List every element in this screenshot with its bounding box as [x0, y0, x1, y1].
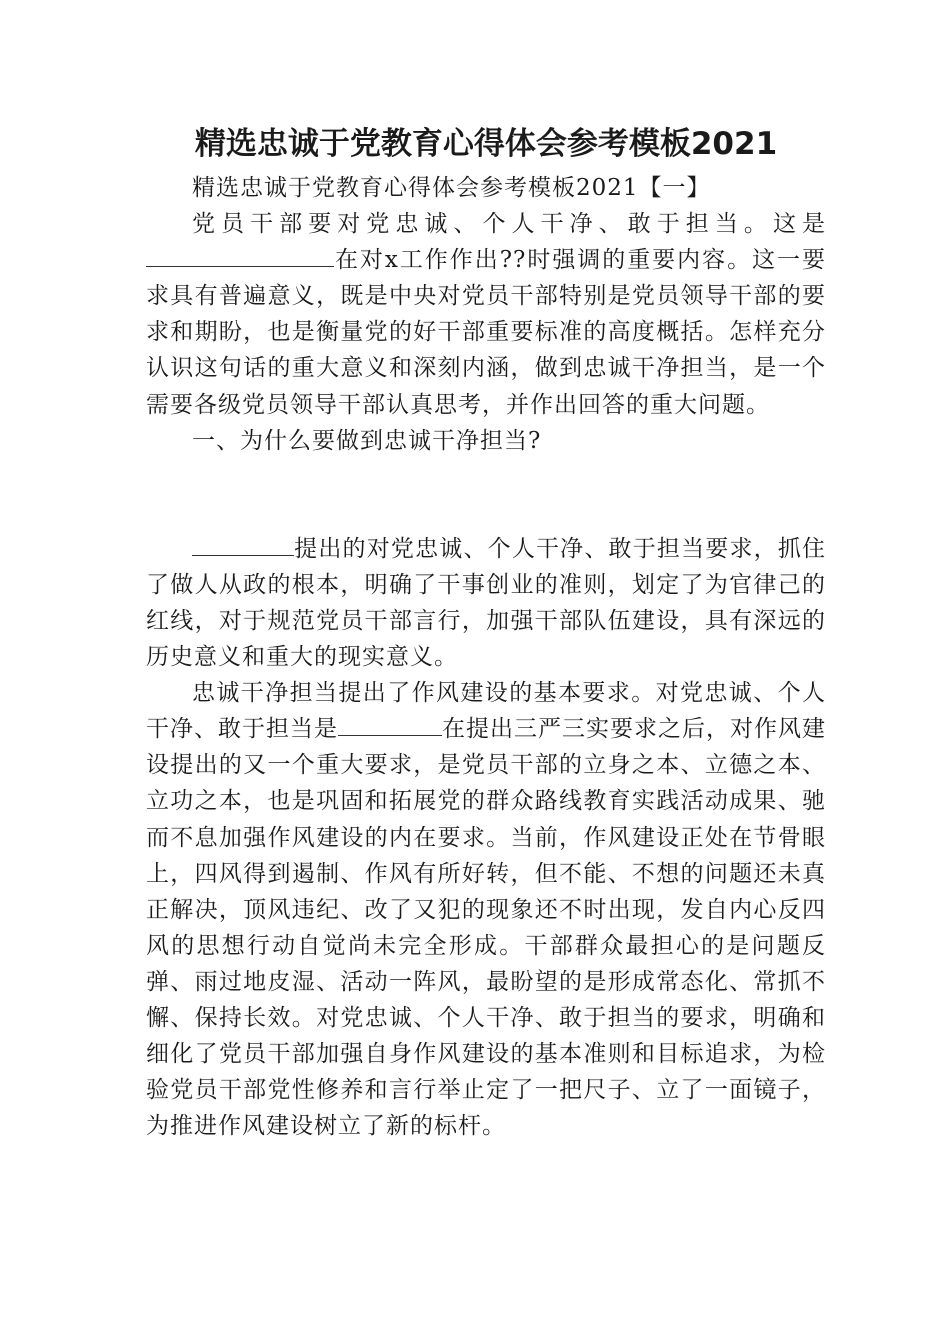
document-page [146, 118, 826, 1144]
document-body [146, 170, 826, 1144]
document-title: 精选忠诚于党教育心得体会参考模板2021 [194, 126, 778, 162]
paragraph-1-text-a: 党员干部要对党忠诚、个人干净、敢于担当。这是 [192, 211, 826, 238]
paragraph-2 [146, 531, 826, 675]
paragraph-1-text-b: 在对x工作作出??时强调的重要内容。这一要求具有普遍意义，既是中央对党员干部特别是党员领导干部的要求和期盼，也是衡量党的好干部重要标准的高度概括。怎样充分认识这句话的重大意义和深刻内涵，做到忠诚干净担当，是一个需要各级党员领导干部认真思考，并作出回答的重大问题。 [146, 247, 826, 418]
paragraph-3-text-a: 忠诚干净担当提出了作风建设的基本要求。对党忠诚、个人干净、敢于担当是 [146, 680, 826, 743]
paragraph-2-text: 提出的对党忠诚、个人干净、敢于担当要求，抓住了做人从政的根本，明确了干事创业的准则，划定了为官律己的红线，对于规范党员干部言行，加强干部队伍建设，具有深远的历史意义和重大的现实意义。 [146, 535, 826, 671]
fill-blank [146, 246, 334, 267]
paragraph-3 [146, 675, 826, 1144]
section-heading: 一、为什么要做到忠诚干净担当? [192, 427, 542, 454]
fill-blank [338, 715, 442, 736]
paragraph-1 [146, 206, 826, 423]
paragraph-3-text-b: 在提出三严三实要求之后，对作风建设提出的又一个重大要求，是党员干部的立身之本、立德之本、立功之本，也是巩固和拓展党的群众路线教育实践活动成果、驰而不息加强作风建设的内在要求。当前，作风建设正处在节骨眼上，四风得到遏制、作风有所好转，但不能、不想的问题还未真正解决，顶风违纪、改了又犯的现象还不时出现，发自内心反四风的思想行动自觉尚未完全形成。干部群众最担心的是问题反弹、雨过地皮湿、活动一阵风，最盼望的是形成常态化、常抓不懈、保持长效。对党忠诚、个人干净、敢于担当的要求，明确和细化了党员干部加强自身作风建设的基本准则和目标追求，为检验党员干部党性修养和言行举止定了一把尺子、立了一面镜子，为推进作风建设树立了新的标杆。 [146, 716, 826, 1140]
fill-blank [192, 535, 294, 556]
spacer [146, 459, 826, 531]
document-subtitle: 精选忠诚于党教育心得体会参考模板2021【一】 [192, 175, 711, 201]
